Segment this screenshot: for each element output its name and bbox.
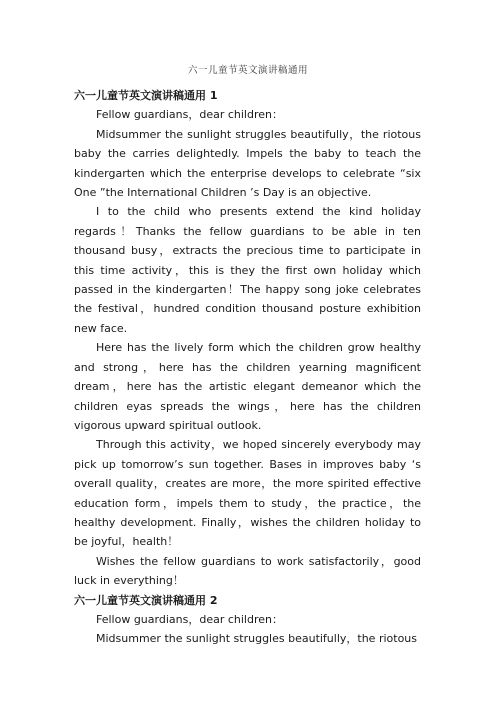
body-paragraph: I to the child who presents extend the kind holiday regards！Thanks the fellow guardians to be able in ten thousand busy，extracts the precious time to participate in this time activity，this is they the first own holiday which passed in the kindergarten！The happy song joke celebrates the festival，hundred condition thousand posture exhibition new face. <box>74 205 421 335</box>
closing-paragraph: Wishes the fellow guardians to work satisfactorily，good luck in everything！ <box>74 554 421 588</box>
body-paragraph: Midsummer the sunlight struggles beautifully，the riotous <box>96 632 418 646</box>
body-paragraph: Through this activity，we hoped sincerely everybody may pick up tomorrow’s sun together. Bases in improves baby ‘s overall quality，creates are more，the more spirited effective education form，impels them to study，the practice，the healthy development. Finally，wishes the children holiday to be joyful，health！ <box>74 438 421 549</box>
body-paragraph: Here has the lively form which the children grow healthy and strong，here has the children yearning magnificent dream，here has the artistic elegant demeanor which the children eyas spreads the wings，here has the children vigorous upward spiritual outlook. <box>74 341 421 432</box>
section-title: 六一儿童节英文演讲稿通用 2 <box>74 593 218 607</box>
section-title: 六一儿童节英文演讲稿通用 1 <box>74 89 218 102</box>
salutation-paragraph: Fellow guardians，dear children： <box>96 612 283 626</box>
body-paragraph: Midsummer the sunlight struggles beautifully，the riotous baby the carries delightedly. Impels the baby to teach the kindergarten which the enterprise develops to celebrate “six One ”the International Children ’s Day is an objective. <box>74 127 421 200</box>
running-header: 六一儿童节英文演讲稿通用 <box>187 65 308 76</box>
document-body <box>74 86 421 649</box>
salutation-paragraph: Fellow guardians，dear children： <box>96 108 283 122</box>
